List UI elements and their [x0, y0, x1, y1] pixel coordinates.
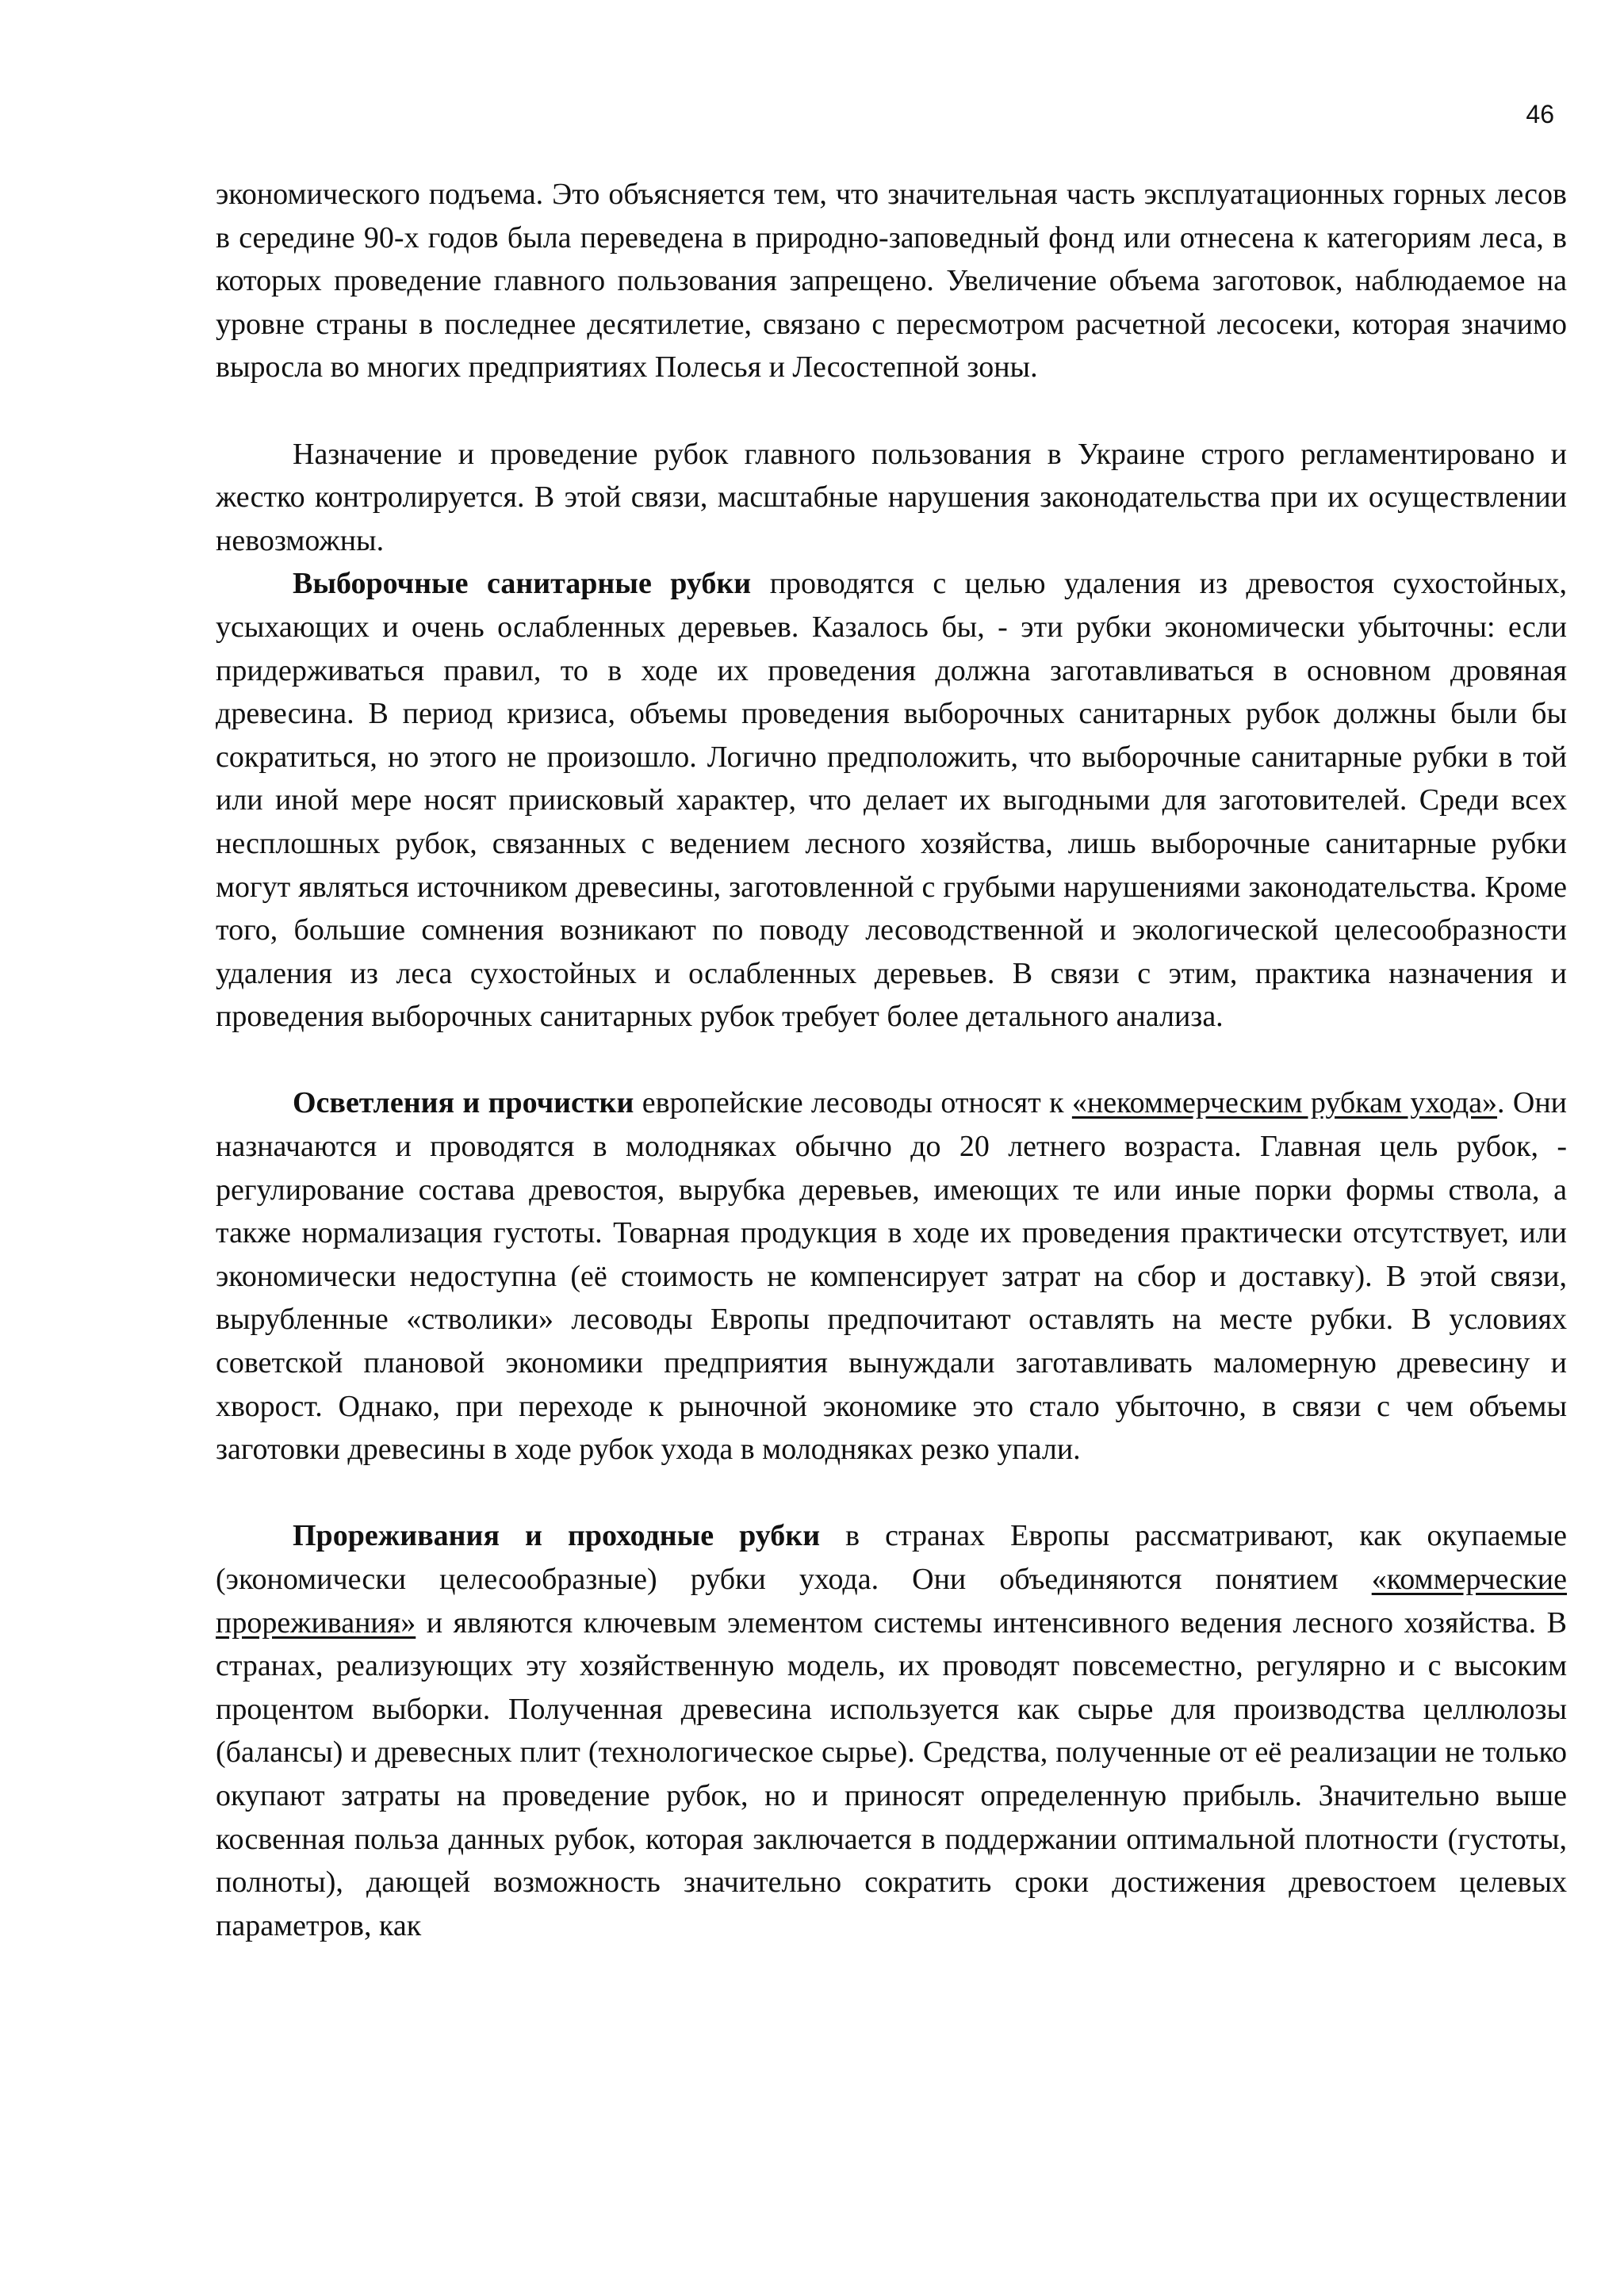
paragraph-3	[216, 562, 1567, 1039]
page-number: 46	[1526, 100, 1554, 128]
term-selective-sanitary-cuttings: Выборочные санитарные рубки	[293, 567, 752, 601]
paragraph-text: проводятся с целью удаления из древостоя сухостойных, усыхающих и очень ослабленных деревьев. Казалось бы, - эти рубки экономически убыточны: если придерживаться правил, то в ходе их проведения должна заготавливаться в основном дровяная древесина. В период кризиса, объемы проведения выборочных санитарных рубок должны были бы сократиться, но этого не произошло. Логично предположить, что выборочные санитарные рубки в той или иной мере носят приисковый характер, что делает их выгодными для заготовителей. Среди всех несплошных рубок, связанных с ведением лесного хозяйства, лишь выборочные санитарные рубки могут являться источником древесины, заготовленной с грубыми нарушениями законодательства. Кроме того, большие сомнения возникают по поводу лесоводственной и экологической целесообразности удаления из леса сухостойных и ослабленных деревьев. В связи с этим, практика назначения и проведения выборочных санитарных рубок требует более детального анализа.	[216, 567, 1567, 1034]
paragraph-1	[216, 173, 1567, 389]
underlined-term: «некоммерческим рубкам ухода»	[1071, 1086, 1498, 1120]
paragraph-text: экономического подъема. Это объясняется тем, что значительная часть эксплуатационных горных лесов в середине 90-х годов была переведена в природно-заповедный фонд или отнесена к категориям леса, в которых проведение главного пользования запрещено. Увеличение объема заготовок, наблюдаемое на уровне страны в последнее десятилетие, связано с пересмотром расчетной лесосеки, которая значимо выросла во многих предприятиях Полесья и Лесостепной зоны.	[216, 178, 1567, 385]
paragraph-text: . Они назначаются и проводятся в молодняках обычно до 20 летнего возраста. Главная цель рубок, - регулирование состава древостоя, вырубка деревьев, имеющих те или иные порки формы ствола, а также нормализация густоты. Товарная продукция в ходе их проведения практически отсутствует, или экономически недоступна (её стоимость не компенсирует затрат на сбор и доставку). В этой связи, вырубленные «стволики» лесоводы Европы предпочитают оставлять на месте рубки. В условиях советской плановой экономики предприятия вынуждали заготавливать маломерную древесину и хворост. Однако, при переходе к рыночной экономике это стало убыточно, в связи с чем объемы заготовки древесины в ходе рубок ухода в молодняках резко упали.	[216, 1086, 1567, 1467]
term-cleanings: Осветления и прочистки	[293, 1086, 634, 1120]
paragraph-text: европейские лесоводы относят к	[634, 1086, 1072, 1120]
paragraph-2	[216, 433, 1567, 563]
term-thinnings: Прореживания и проходные рубки	[293, 1519, 821, 1553]
paragraph-text: и являются ключевым элементом системы интенсивного ведения лесного хозяйства. В странах, реализующих эту хозяйственную модель, их проводят повсеместно, регулярно и с высоким процентом выборки. Полученная древесина используется как сырье для производства целлюлозы (балансы) и древесных плит (технологическое сырье). Средства, полученные от её реализации не только окупают затраты на проведение рубок, но и приносят определенную прибыль. Значительно выше косвенная польза данных рубок, которая заключается в поддержании оптимальной плотности (густоты, полноты), дающей возможность значительно сократить сроки достижения древостоем целевых параметров, как	[216, 1605, 1567, 1942]
paragraph-text: в странах Европы рассматривают, как окупаемые (экономически целесообразные) рубки ухода. Они объединяются понятием	[216, 1519, 1567, 1596]
underlined-term: «коммерческие прореживания»	[216, 1563, 1567, 1640]
paragraph-4	[216, 1081, 1567, 1471]
document-body	[216, 173, 1567, 1947]
paragraph-5	[216, 1514, 1567, 1947]
paragraph-text: Назначение и проведение рубок главного пользования в Украине строго регламентировано и жестко контролируется. В этой связи, масштабные нарушения законодательства при их осуществлении невозможны.	[216, 437, 1567, 557]
